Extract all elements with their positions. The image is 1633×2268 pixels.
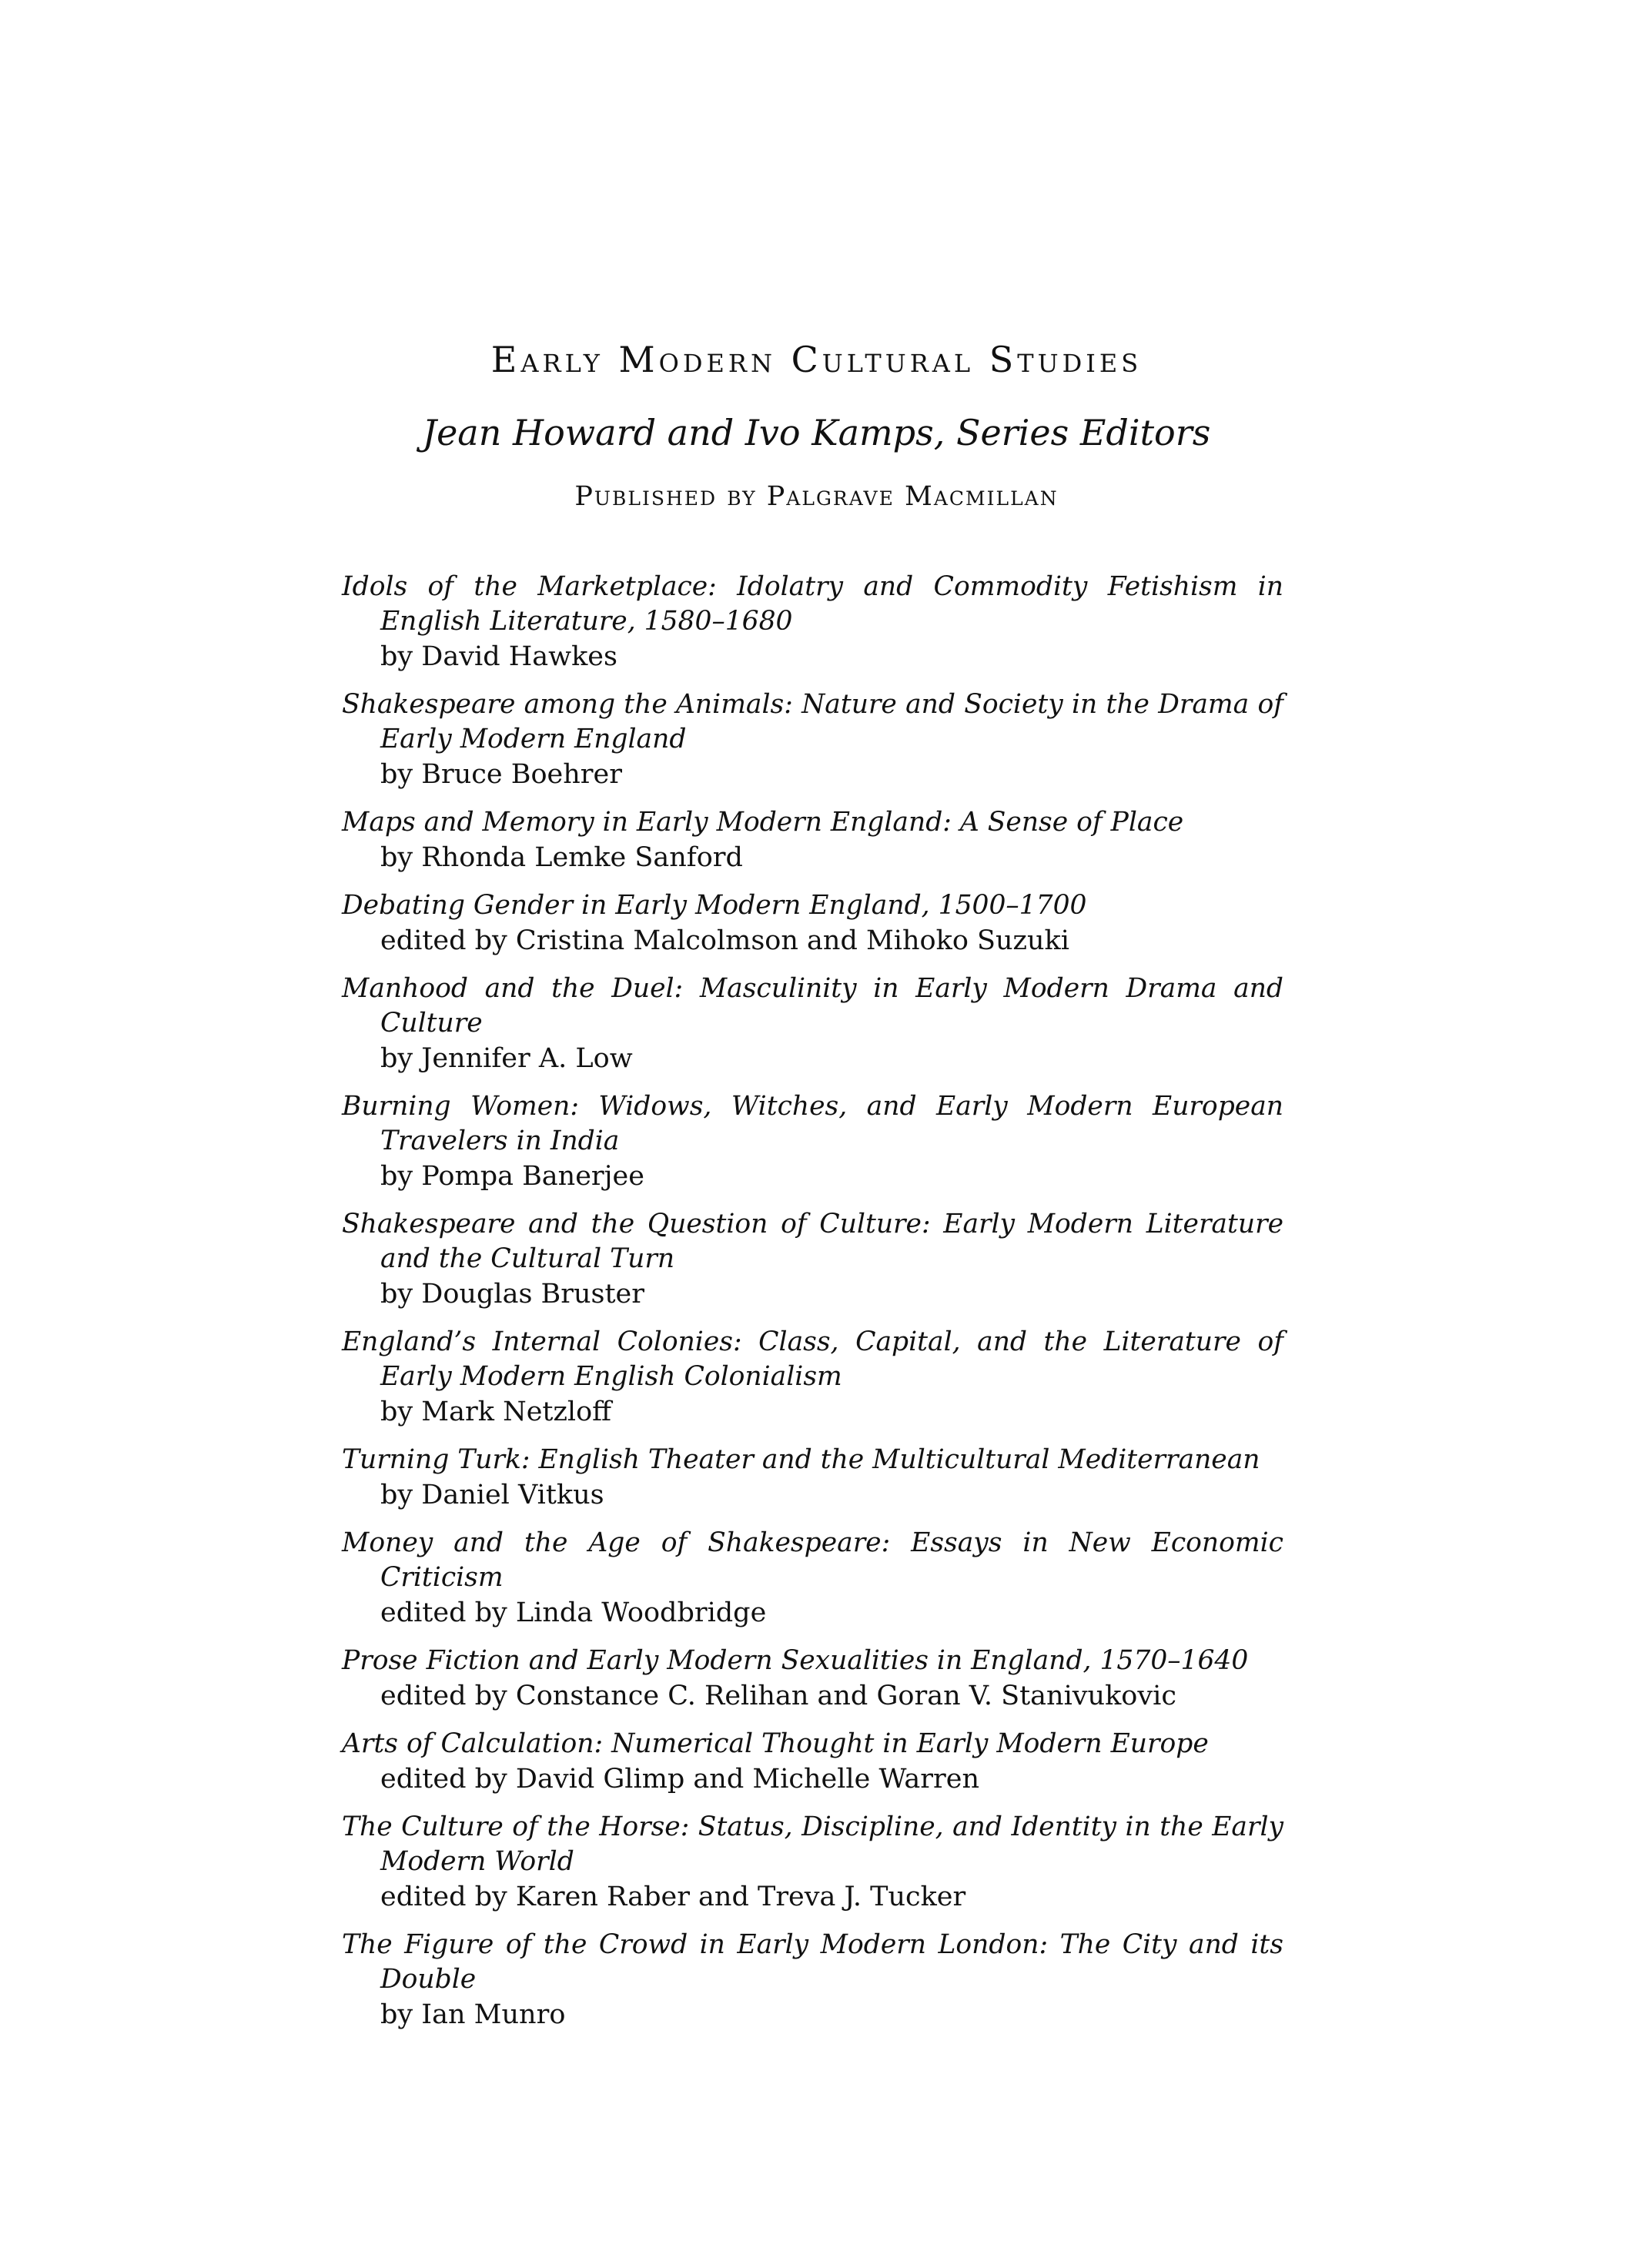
book-author: edited by Karen Raber and Treva J. Tucker — [380, 1882, 966, 1912]
book-title: Shakespeare and the Question of Culture: Early Modern Literature and the Cultural Turn — [342, 1209, 1283, 1274]
book-author: by Pompa Banerjee — [380, 1161, 644, 1192]
book-author: by Jennifer A. Low — [380, 1043, 633, 1074]
book-entry — [342, 805, 1283, 875]
book-author: by David Hawkes — [380, 641, 617, 672]
book-title: Debating Gender in Early Modern England, 1500–1700 — [342, 890, 1087, 921]
book-author: by Ian Munro — [380, 1999, 566, 2030]
publisher-line: Published by Palgrave Macmillan — [574, 481, 1059, 512]
book-author: edited by Linda Woodbridge — [380, 1597, 767, 1628]
book-entry — [342, 570, 1283, 674]
book-entry — [342, 1089, 1283, 1194]
book-title: Prose Fiction and Early Modern Sexualities in England, 1570–1640 — [342, 1645, 1249, 1676]
book-title: England’s Internal Colonies: Class, Capital, and the Literature of Early Modern English Colonialism — [342, 1326, 1283, 1392]
book-title: Money and the Age of Shakespeare: Essays in New Economic Criticism — [342, 1527, 1283, 1593]
series-editors: Jean Howard and Ivo Kamps, Series Editors — [422, 412, 1211, 453]
book-title: Manhood and the Duel: Masculinity in Early Modern Drama and Culture — [342, 973, 1283, 1039]
book-author: by Mark Netzloff — [380, 1397, 612, 1427]
book-title: Maps and Memory in Early Modern England: A Sense of Place — [342, 807, 1184, 838]
book-entry — [342, 1526, 1283, 1631]
book-list — [342, 570, 1283, 2046]
book-author: edited by Cristina Malcolmson and Mihoko Suzuki — [380, 925, 1069, 956]
book-entry — [342, 972, 1283, 1076]
book-title: Idols of the Marketplace: Idolatry and Commodity Fetishism in English Literature, 1580–1680 — [342, 571, 1283, 637]
book-entry — [342, 687, 1283, 792]
book-title: Arts of Calculation: Numerical Thought in Early Modern Europe — [342, 1728, 1209, 1759]
book-author: edited by David Glimp and Michelle Warren — [380, 1764, 979, 1795]
book-entry — [342, 1443, 1283, 1513]
book-title: Shakespeare among the Animals: Nature and Society in the Drama of Early Modern England — [342, 689, 1283, 754]
book-entry — [342, 1727, 1283, 1797]
book-title: The Figure of the Crowd in Early Modern London: The City and its Double — [342, 1929, 1283, 1995]
book-entry — [342, 1928, 1283, 2032]
book-entry — [342, 1325, 1283, 1430]
book-title: The Culture of the Horse: Status, Discipline, and Identity in the Early Modern World — [342, 1811, 1283, 1877]
series-title: Early Modern Cultural Studies — [490, 339, 1143, 380]
book-author: by Douglas Bruster — [380, 1279, 644, 1310]
book-entry — [342, 1644, 1283, 1714]
book-entry — [342, 1207, 1283, 1312]
book-author: by Rhonda Lemke Sanford — [380, 842, 743, 873]
book-entry — [342, 1810, 1283, 1915]
book-entry — [342, 888, 1283, 958]
book-author: by Bruce Boehrer — [380, 759, 622, 790]
book-author: by Daniel Vitkus — [380, 1480, 604, 1510]
book-title: Burning Women: Widows, Witches, and Early Modern European Travelers in India — [342, 1091, 1283, 1156]
book-title: Turning Turk: English Theater and the Multicultural Mediterranean — [342, 1444, 1260, 1475]
book-author: edited by Constance C. Relihan and Goran V. Stanivukovic — [380, 1681, 1176, 1711]
